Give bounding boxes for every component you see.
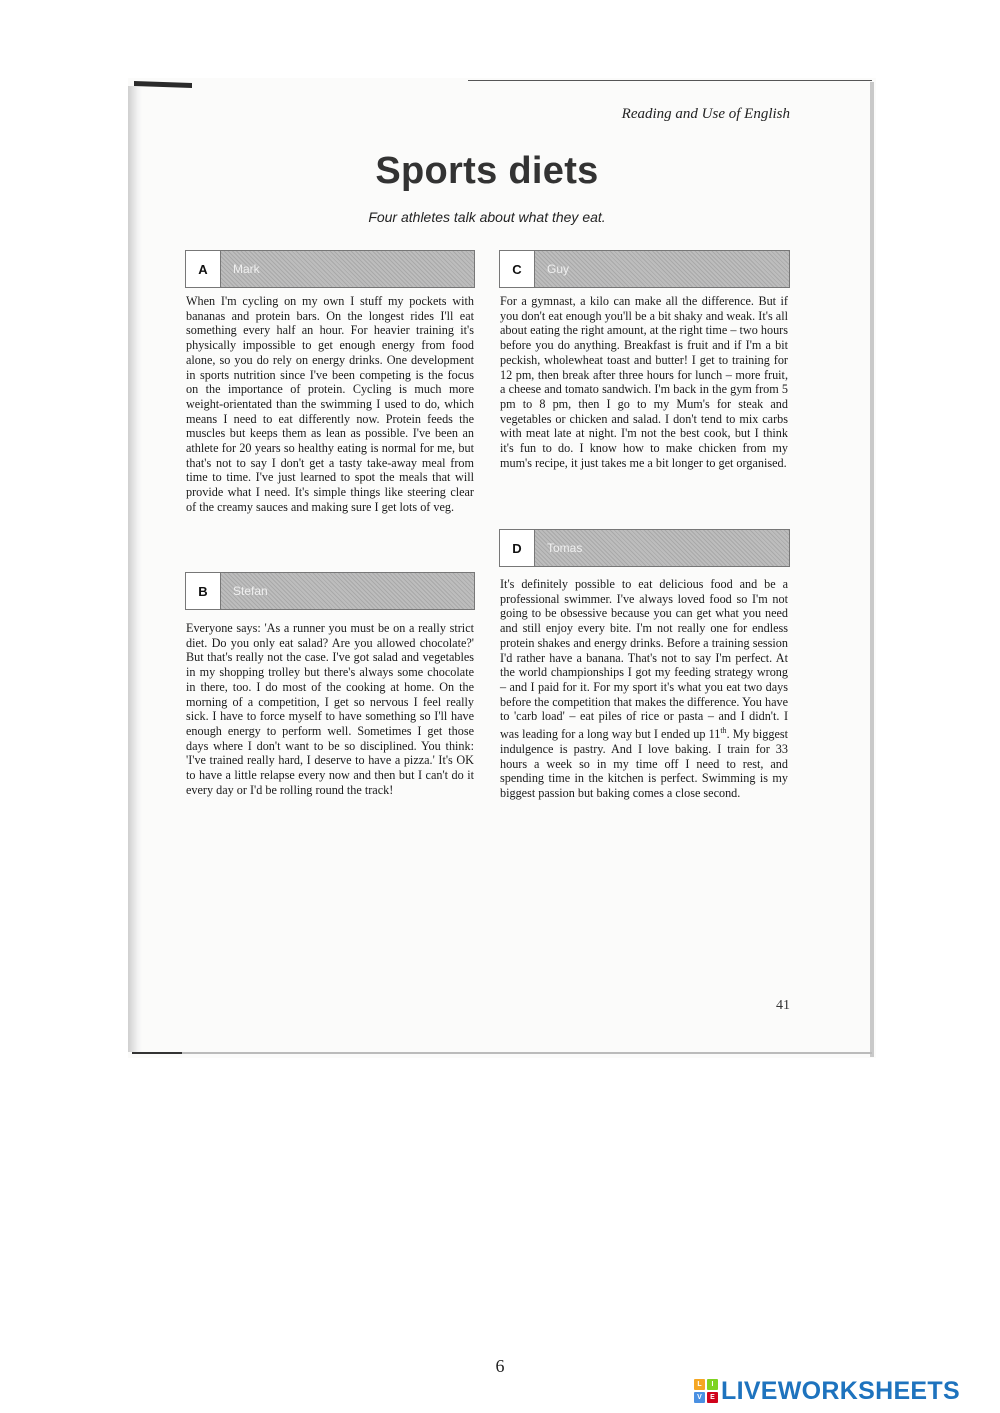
- logo-tile: L: [694, 1379, 705, 1390]
- section-a-text: When I'm cycling on my own I stuff my pockets with bananas and protein bars. On the longest rides I'll eat something every half an hour. For heavier training it's physically impossible to get enough energy from food alone, so you do rely on energy drinks. One development in sports nutrition since I've been competing is the focus on the importance of protein. Cycling is much more weight-orientated than the swimming I used to do, which means I need to eat differently now. Protein feeds the muscles but keeps them as lean as possible. I've been an athlete for 20 years so healthy eating is normal for me, but that's not to say I don't get a tasty take-away meal from time to time. I've just learned to spot the meals that will provide what I need. It's simple things like steering clear of the creamy sauces and making sure I get lots of veg.: [186, 294, 474, 514]
- page-title: Sports diets: [375, 150, 599, 192]
- section-d-text-after: . My biggest indulgence is pastry. And I love baking. I train for 33 hours a week so in my time off I need to rest, and spending time in the kitchen is perfect. Swimming is my biggest passion but baking comes a close second.: [500, 727, 788, 800]
- section-a-letter: A: [186, 251, 221, 287]
- liveworksheets-wordmark: LIVEWORKSHEETS: [721, 1376, 960, 1405]
- liveworksheets-logo-icon: [694, 1379, 718, 1403]
- section-b-text: Everyone says: 'As a runner you must be on a really strict diet. Do you only eat salad? Are you allowed chocolate?' But that's really not the case. I've got salad and vegetables in my shopping trolley but there's always some chocolate in there, too. I do most of the cooking at home. On the morning of a competition, I get so nervous I feel really sick. I have to force myself to have something so I'll have enough energy to perform well. Sometimes I get those days where I don't want to be so disciplined. You think: 'I've trained really hard, I deserve to have a pizza.' It's OK to have a little relapse every now and then but I can't do it every day or I'd be rolling round the track!: [186, 621, 474, 797]
- section-b-name: Stefan: [221, 573, 474, 609]
- section-d-name: Tomas: [535, 530, 789, 566]
- logo-tile: V: [694, 1392, 705, 1403]
- section-a-name: Mark: [221, 251, 474, 287]
- section-c-letter: C: [500, 251, 535, 287]
- section-d-text-before: It's definitely possible to eat delicious food and be a professional swimmer. I've always loved food so I'm not going to be obsessive because you can get what you need and still enjoy every bite. I'm not really one for endless protein shakes and energy drinks. Before a training session I'd rather have a banana. That's not to say I'm perfect. At the world championships I got my feeding strategy wrong – and I paid for it. For my sport it's what you eat two days before the competition that makes the difference. You have to 'carb load' – eat piles of rice or pasta – and I didn't. I was leading for a long way but I ended up 11: [500, 577, 788, 742]
- scan-shadow-right: [870, 82, 874, 1057]
- section-b-header: [185, 572, 475, 610]
- page-number: 41: [776, 998, 790, 1013]
- section-c-text: For a gymnast, a kilo can make all the difference. But if you don't eat enough you'll be a bit shaky and weak. It's all about eating the right amount, at the right time – two hours before you do anything. Breakfast is fruit and if I'm a bit peckish, wholewheat toast and butter! I get to training for 12 pm, then break after three hours for lunch – more fruit, a cheese and tomato sandwich. I'm back in the gym from 5 pm to 8 pm, then I go to my Mum's for steak and vegetables or chicken and salad. I don't tend to mix carbs with meat late at night. I'm not the best cook, but I think it's fun to do. I know how to make chicken from my mum's recipe, it just takes me a bit longer to get organised.: [500, 294, 788, 470]
- section-d-text: [500, 577, 788, 801]
- section-c-name: Guy: [535, 251, 789, 287]
- section-a-header: [185, 250, 475, 288]
- scan-shadow-left: [128, 86, 142, 1052]
- footer-page-number: 6: [495, 1356, 505, 1376]
- top-rule-right: [468, 80, 872, 81]
- section-d-letter: D: [500, 530, 535, 566]
- logo-tile: I: [707, 1379, 718, 1390]
- logo-tile: E: [707, 1392, 718, 1403]
- bottom-rule: [132, 1052, 872, 1054]
- section-d-superscript: th: [720, 726, 727, 736]
- page-subtitle: Four athletes talk about what they eat.: [368, 209, 606, 225]
- section-d-header: [499, 529, 790, 567]
- section-b-letter: B: [186, 573, 221, 609]
- section-c-header: [499, 250, 790, 288]
- running-head: Reading and Use of English: [621, 106, 790, 122]
- scanned-page: [128, 78, 876, 1058]
- liveworksheets-logo: [694, 1376, 960, 1406]
